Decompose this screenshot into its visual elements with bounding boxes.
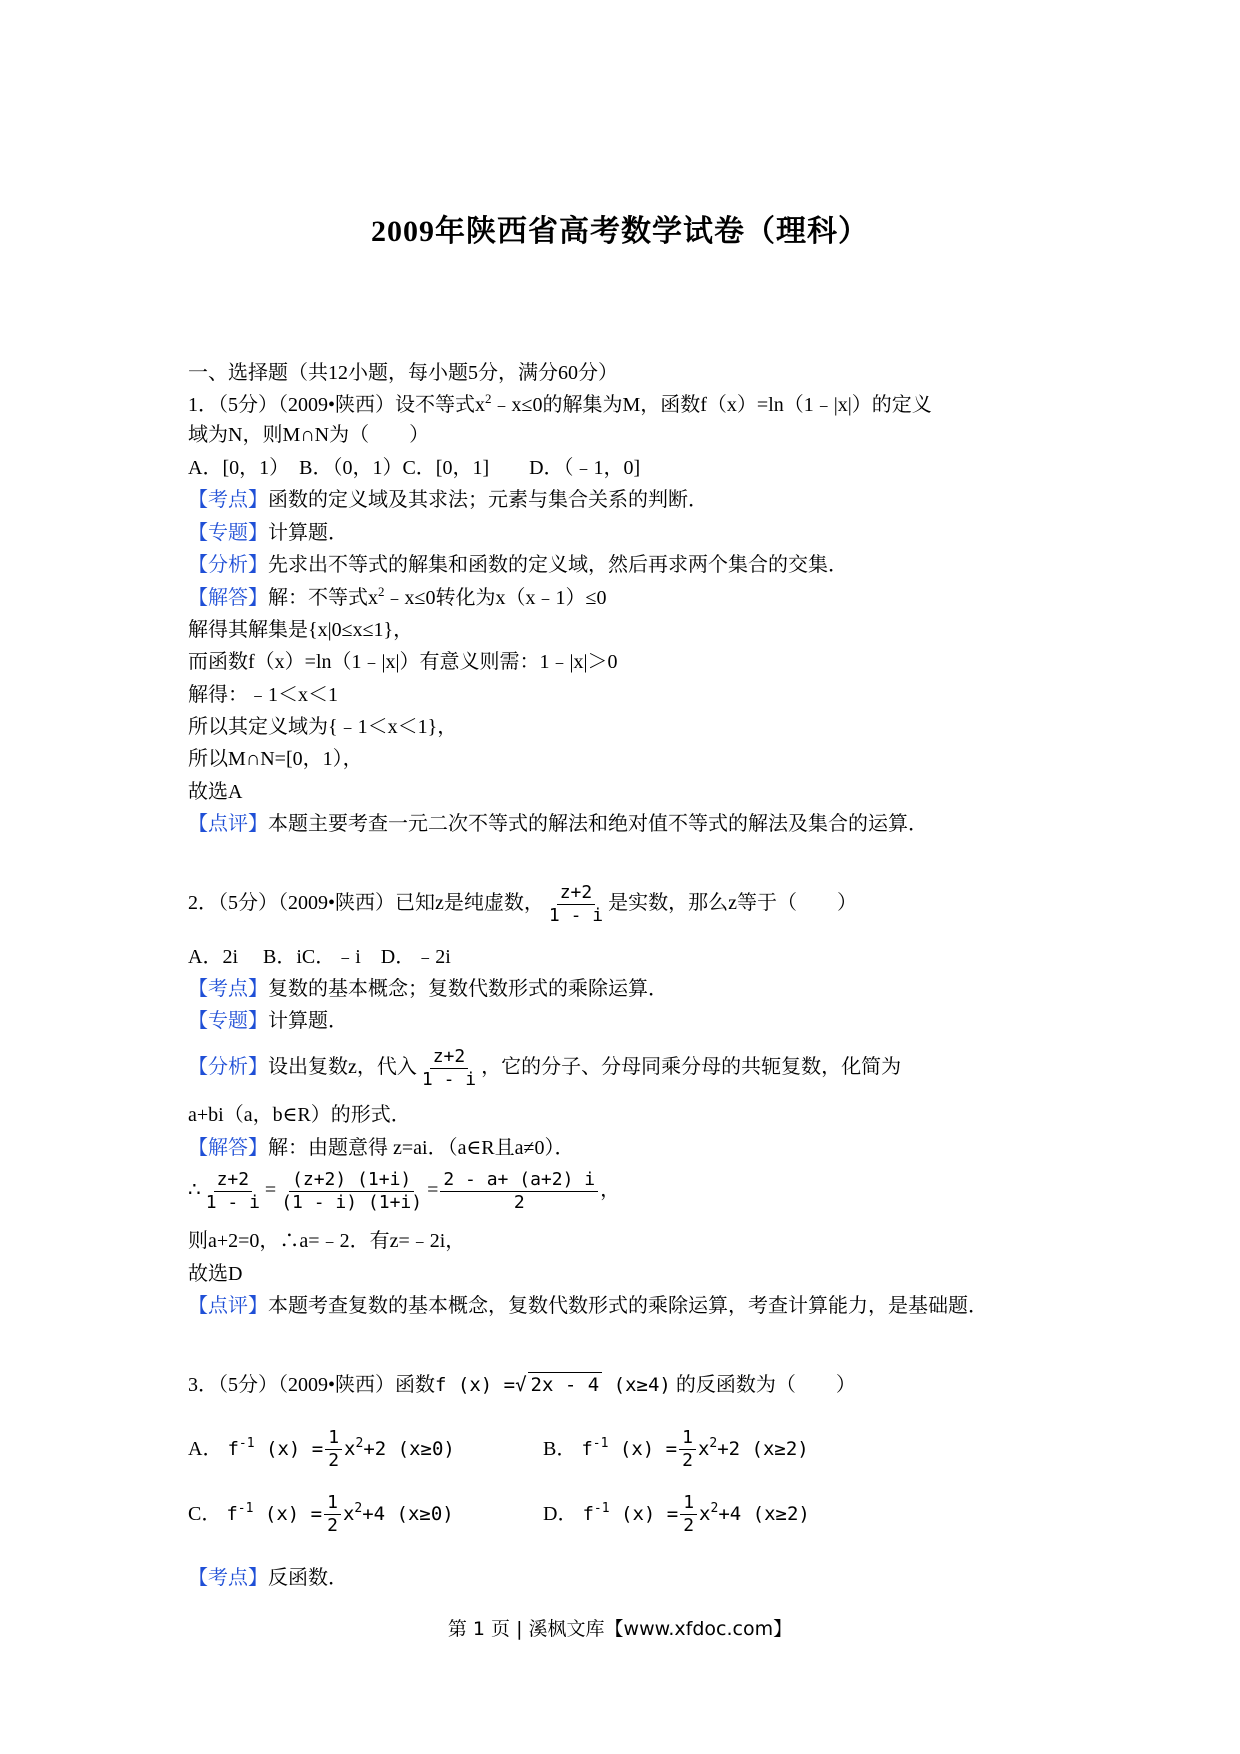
q2-fenxi-line2: a+bi（a，b∈R）的形式． bbox=[188, 1104, 411, 1126]
dianping-tag: 【点评】 bbox=[188, 813, 268, 835]
fraction: $\frac{1}{2}$ bbox=[680, 1492, 697, 1537]
kaodian-tag: 【考点】 bbox=[188, 978, 268, 1000]
q3-option-c: C． $f^{-1}$ (x) = $\frac{1}{2}$ $x^2+4$ (x≥0) bbox=[188, 1492, 454, 1536]
fraction: $\frac{z+2}{1 - i}$ bbox=[205, 1168, 260, 1213]
q2-fenxi: 【分析】设出复数z，代入 $\frac{z+2}{1 - i}$ ，它的分子、分母同乘分母的共轭复数，化简为 bbox=[188, 1045, 902, 1090]
q2-step: 则a+2=0，∴a=﹣2．有z=﹣2i， bbox=[188, 1230, 466, 1252]
q2-options: A．2i B．iC．﹣i D．﹣2i bbox=[188, 946, 451, 968]
q1-step: 所以其定义域为{﹣1＜x＜1}， bbox=[188, 716, 458, 738]
q1-kaodian: 【考点】函数的定义域及其求法；元素与集合关系的判断． bbox=[188, 489, 708, 511]
fraction: $\frac{(z+2) (1+i)}{(1 - i) (1+i)}$ bbox=[281, 1168, 423, 1213]
q1-stem-line2: 域为N，则M∩N为（ ） bbox=[188, 424, 430, 446]
fraction: $\frac{1}{2}$ bbox=[679, 1427, 696, 1472]
fenxi-tag: 【分析】 bbox=[188, 1056, 268, 1078]
q2-kaodian: 【考点】复数的基本概念；复数代数形式的乘除运算． bbox=[188, 978, 668, 1000]
dianping-tag: 【点评】 bbox=[188, 1295, 268, 1317]
page-footer: 第 1 页 | 溪枫文库【www.xfdoc.com】 bbox=[447, 1618, 793, 1640]
q3-options-row2 bbox=[188, 1488, 810, 1540]
q3-stem: 3．（5分）（2009•陕西）函数f (x) =√ 2x - 4 (x≥4) 的反函数为（ ） bbox=[188, 1374, 856, 1396]
kaodian-tag: 【考点】 bbox=[188, 1567, 268, 1589]
page-title: 2009年陕西省高考数学试卷（理科） bbox=[371, 215, 869, 248]
q1-step: 故选A bbox=[188, 781, 243, 803]
q1-step: 解得：﹣1＜x＜1 bbox=[188, 684, 338, 706]
fraction: $\frac{z+2}{1 - i}$ bbox=[421, 1045, 477, 1090]
q1-step: 而函数f（x）=ln（1﹣|x|）有意义则需：1﹣|x|＞0 bbox=[188, 651, 618, 673]
zhuanti-tag: 【专题】 bbox=[188, 522, 268, 544]
q3-kaodian: 【考点】反函数． bbox=[188, 1567, 348, 1589]
fenxi-tag: 【分析】 bbox=[188, 554, 268, 576]
jieda-tag: 【解答】 bbox=[188, 1137, 268, 1159]
fraction: $\frac{z+2}{1 - i}$ bbox=[548, 881, 604, 926]
kaodian-tag: 【考点】 bbox=[188, 489, 268, 511]
jieda-tag: 【解答】 bbox=[188, 587, 268, 609]
q3-option-b: B． $f^{-1}$ (x) = $\frac{1}{2}$ $x^2+2$ (x≥2) bbox=[543, 1427, 809, 1471]
q1-jieda: 【解答】解：不等式$x^2﹣x\le 0$转化为x（x﹣1）≤0 bbox=[188, 584, 607, 609]
q1-fenxi: 【分析】先求出不等式的解集和函数的定义域，然后再求两个集合的交集． bbox=[188, 554, 848, 576]
q2-zhuanti: 【专题】计算题． bbox=[188, 1010, 348, 1032]
q1-stem: 1．（5分）（2009•陕西）设不等式$x^2﹣x\le 0$的解集为M，函数f（x）=ln（1﹣|x|）的定义 bbox=[188, 391, 932, 416]
q3-options-row1 bbox=[188, 1423, 809, 1475]
section-heading: 一、选择题（共12小题，每小题5分，满分60分） bbox=[188, 362, 618, 384]
q1-step: 所以M∩N=[0，1）， bbox=[188, 748, 363, 770]
q3-option-a: A． $f^{-1}$ (x) = $\frac{1}{2}$ $x^2+2$ (x≥0) bbox=[188, 1427, 455, 1471]
zhuanti-tag: 【专题】 bbox=[188, 1010, 268, 1032]
q2-stem: 2．（5分）（2009•陕西）已知z是纯虚数， $\frac{z+2}{1 - i}$ 是实数，那么z等于（ ） bbox=[188, 881, 857, 926]
q2-jieda: 【解答】解：由题意得 z=ai．（a∈R且a≠0）． bbox=[188, 1137, 575, 1159]
q2-dianping: 【点评】本题考查复数的基本概念，复数代数形式的乘除运算，考查计算能力，是基础题． bbox=[188, 1295, 988, 1317]
q1-dianping: 【点评】本题主要考查一元二次不等式的解法和绝对值不等式的解法及集合的运算． bbox=[188, 813, 928, 835]
q1-step: 解得其解集是{x|0≤x≤1}， bbox=[188, 619, 414, 641]
q3-option-d: D． $f^{-1}$ (x) = $\frac{1}{2}$ $x^2+4$ (x≥2) bbox=[543, 1492, 810, 1536]
fraction: $\frac{2 - a+ (a+2) i}{2}$ bbox=[440, 1169, 598, 1214]
fraction: $\frac{1}{2}$ bbox=[324, 1492, 341, 1537]
q1-zhuanti: 【专题】计算题． bbox=[188, 522, 348, 544]
function-expression: f (x) =√ 2x - 4 (x≥4) bbox=[435, 1374, 671, 1396]
fraction: $\frac{1}{2}$ bbox=[325, 1427, 342, 1472]
q1-options: A．[0，1） B．（0，1）C．[0，1] D．（﹣1，0] bbox=[188, 457, 641, 479]
q2-equation: ∴ $\frac{z+2}{1 - i}$ = $\frac{(z+2) (1+i)}{(1 - i) (1+i)}$ = $\frac{2 - a+ (a+2) i}{2}$ ， bbox=[188, 1168, 621, 1213]
q2-step: 故选D bbox=[188, 1263, 243, 1285]
